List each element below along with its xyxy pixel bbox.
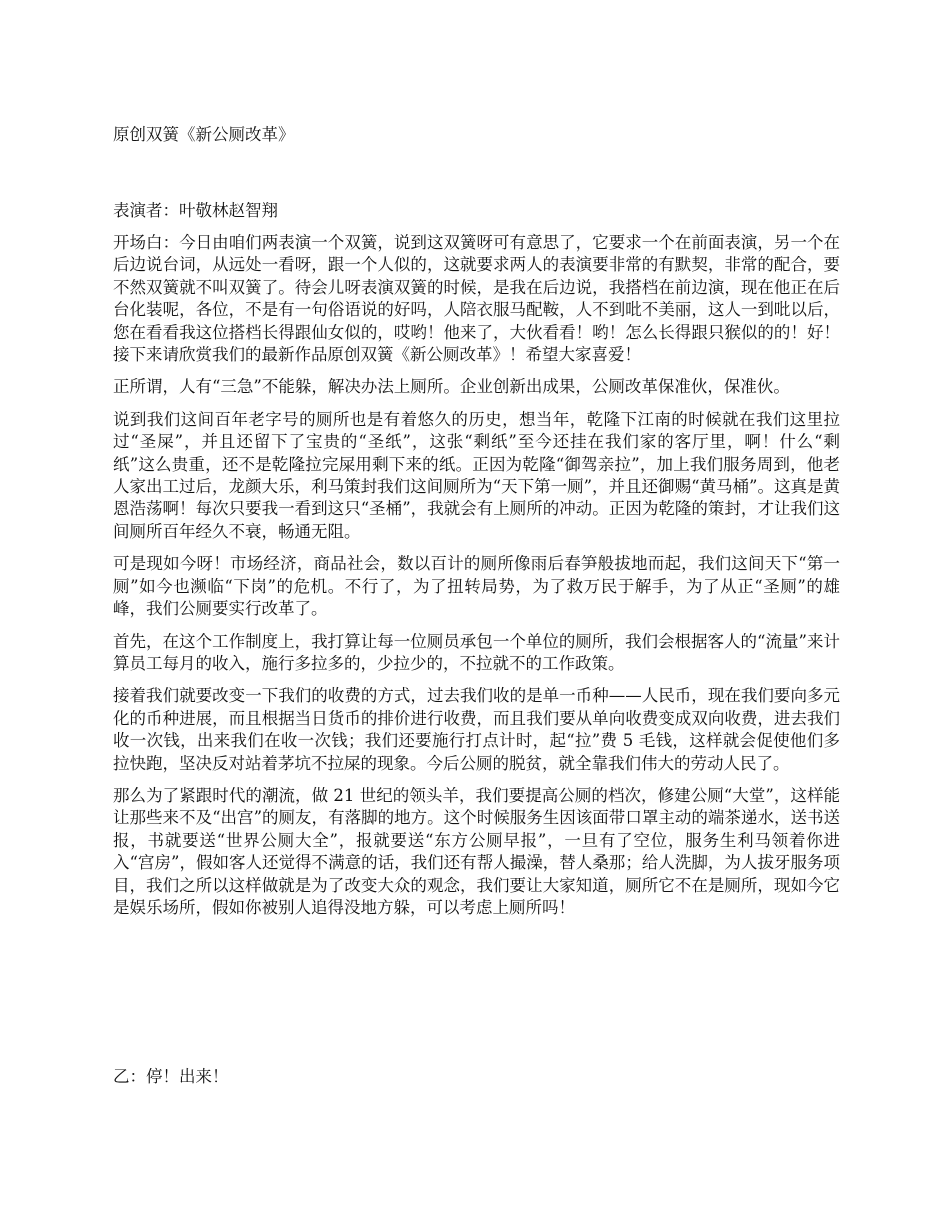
paragraph-fees: 接着我们就要改变一下我们的收费的方式，过去我们收的是单一币种——人民币，现在我们要向多元化的币种进展，而且根据当日货币的排价进行收费，而且我们要从单向收费变成双向收费，进去我们收一次钱，出来我们在收一次钱；我们还要施行打点计时，起“拉”费 5 毛钱，这样就会促使他们多拉快跑，坚决反对站着茅坑不拉屎的现象。今后公厕的脱贫，就全靠我们伟大的劳动人民了。 xyxy=(113,686,840,773)
paragraph-intro: 正所谓，人有“三急”不能躲，解决办法上厕所。企业创新出成果，公厕改革保准伙，保准伙。 xyxy=(113,377,790,397)
paragraph-crisis: 可是现如今呀！市场经济，商品社会，数以百计的厕所像雨后春笋般拔地而起，我们这间天下“第一厕”如今也濒临“下岗”的危机。不行了，为了扭转局势，为了救万民于解手，为了从正“圣厕”的雄峰，我们公厕要实行改革了。 xyxy=(113,554,840,619)
paragraph-upgrade: 那么为了紧跟时代的潮流，做 21 世纪的领头羊，我们要提高公厕的档次，修建公厕“大堂”，这样能让那些来不及“出宫”的厕友，有落脚的地方。这个时候服务生因该面带口罩主动的端茶递水，送书送报，书就要送“世界公厕大全”，报就要送“东方公厕早报”，一旦有了空位，服务生利马领着你进入“宫房”，假如客人还觉得不满意的话，我们还有帮人撮澡，替人桑那；给人洗脚，为人拔牙服务项目，我们之所以这样做就是为了改变大众的观念，我们要让大家知道，厕所它不在是厕所，现如今它是娱乐场所，假如你被别人追得没地方躲，可以考虑上厕所吗！ xyxy=(113,785,840,917)
document-title: 原创双簧《新公厕改革》 xyxy=(113,125,295,144)
paragraph-history: 说到我们这间百年老字号的厕所也是有着悠久的历史，想当年，乾隆下江南的时候就在我们这里拉过“圣屎”，并且还留下了宝贵的“圣纸”，这张“剩纸”至今还挂在我们家的客厅里，啊！什么“剩纸”这么贵重，还不是乾隆拉完屎用剩下来的纸。正因为乾隆“御驾亲拉”，加上我们服务周到，他老人家出工过后，龙颜大乐，利马策封我们这间厕所为“天下第一厕”，并且还御赐“黄马桶”。这真是黄恩浩荡啊！每次只要我一看到这只“圣桶”，我就会有上厕所的冲动。正因为乾隆的策封，才让我们这间厕所百年经久不衰，畅通无阻。 xyxy=(113,409,840,541)
performers-line: 表演者：叶敬林赵智翔 xyxy=(113,201,278,220)
closing-line: 乙：停！出来！ xyxy=(113,1067,229,1086)
document-body xyxy=(113,232,840,929)
paragraph-opening: 开场白：今日由咱们两表演一个双簧，说到这双簧呀可有意思了，它要求一个在前面表演，另一个在后边说台词，从远处一看呀，跟一个人似的，这就要求两人的表演要非常的有默契，非常的配合，要不然双簧就不叫双簧了。待会儿呀表演双簧的时候，是我在后边说，我搭档在前边演，现在他正在后台化装呢，各位，不是有一句俗语说的好吗，人陪衣服马配鞍，人不到吡不美丽，这人一到吡以后，您在看看我这位搭档长得跟仙女似的，哎哟！他来了，大伙看看！哟！怎么长得跟只猴似的的！好！接下来请欣赏我们的最新作品原创双簧《新公厕改革》！希望大家喜爱！ xyxy=(113,233,840,365)
paragraph-work-system: 首先，在这个工作制度上，我打算让每一位厕员承包一个单位的厕所，我们会根据客人的“流量”来计算员工每月的收入，施行多拉多的，少拉少的，不拉就不的工作政策。 xyxy=(113,631,840,673)
